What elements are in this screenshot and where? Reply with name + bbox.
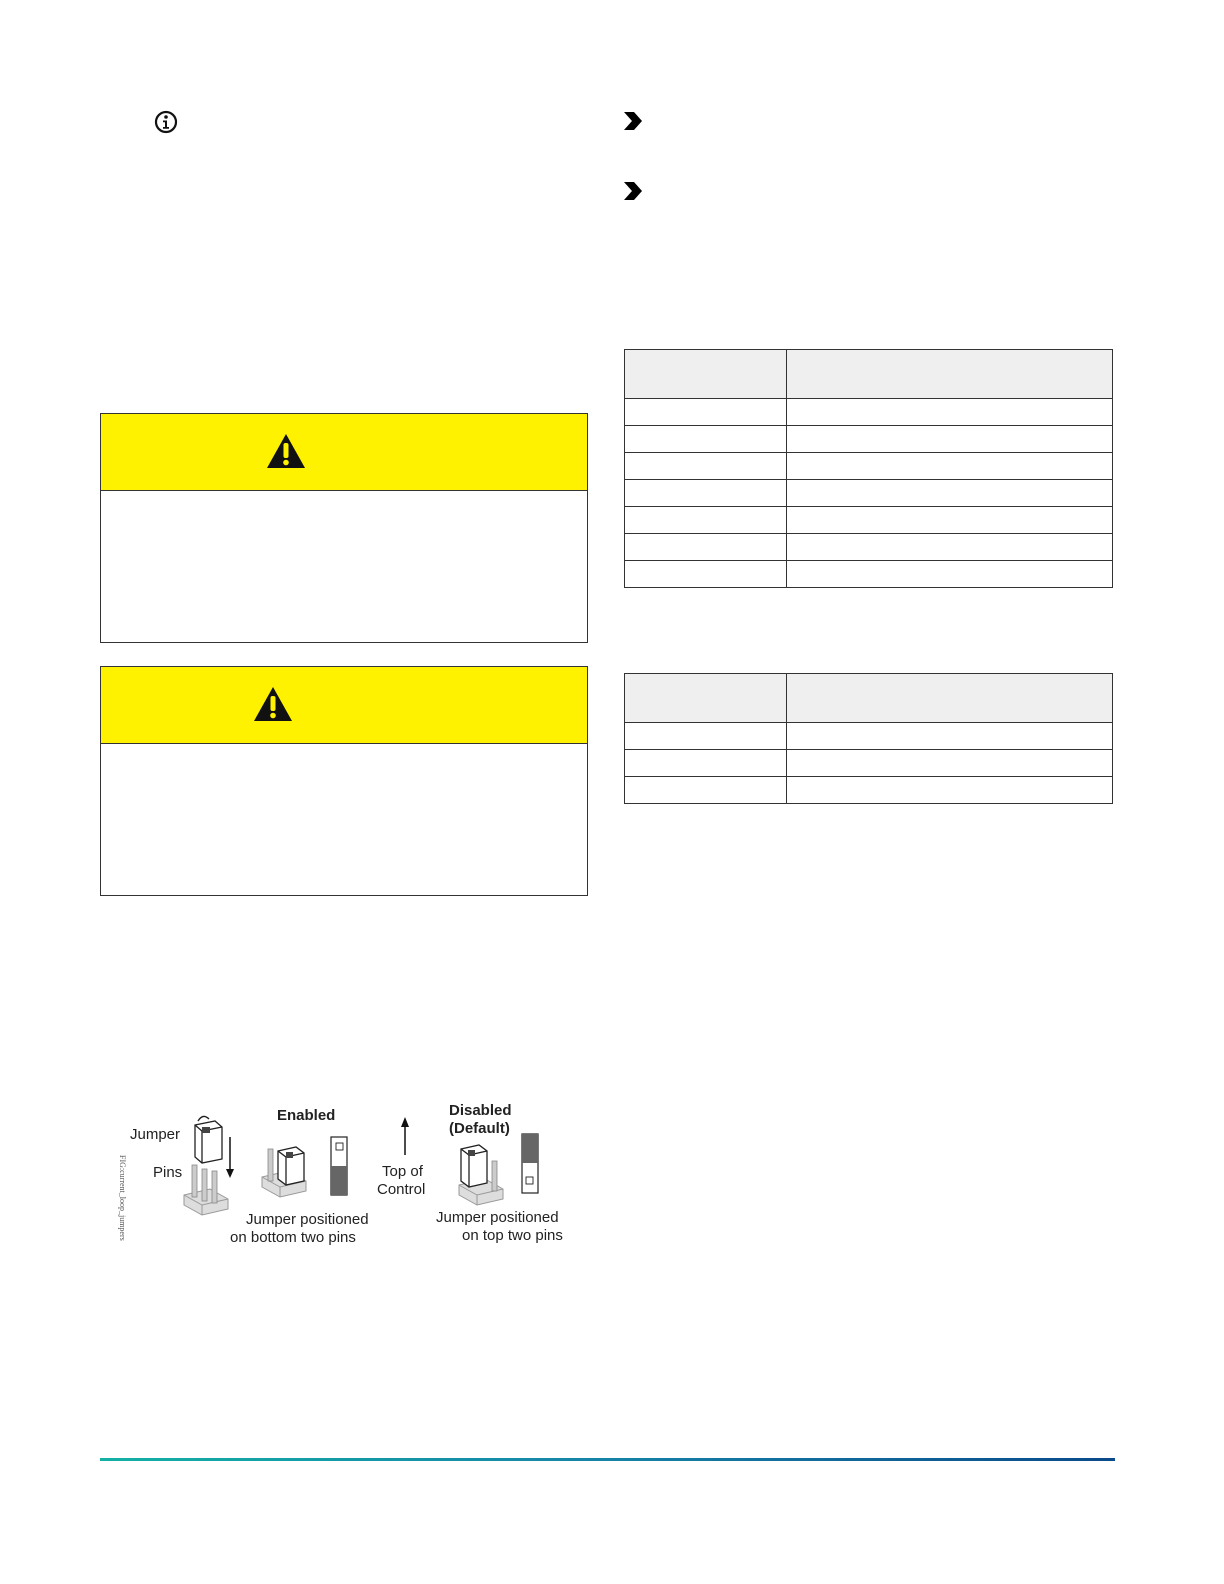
- table-cell: [787, 399, 1113, 426]
- jumper-cap-icon: [195, 1116, 222, 1163]
- enabled-label: Enabled: [277, 1107, 336, 1124]
- arrow-up-icon: [401, 1117, 409, 1127]
- top-of-control-line2: Control: [377, 1181, 426, 1198]
- table-cell: [625, 777, 787, 804]
- disabled-label-line1: Disabled: [449, 1102, 512, 1119]
- table-row: [625, 561, 1113, 588]
- table-cell: [787, 534, 1113, 561]
- table-row: [625, 723, 1113, 750]
- table-cell: [625, 426, 787, 453]
- table-cell: [625, 723, 787, 750]
- top-of-control-line1: Top of: [382, 1163, 423, 1180]
- table-cell: [787, 480, 1113, 507]
- warning-triangle-icon: [252, 685, 294, 723]
- table-header-cell: [625, 674, 787, 723]
- table-cell: [787, 777, 1113, 804]
- warning-header: [101, 414, 587, 491]
- table-row: [625, 480, 1113, 507]
- table-cell: [625, 399, 787, 426]
- table-row: [625, 750, 1113, 777]
- disabled-caption-line1: Jumper positioned: [436, 1209, 559, 1226]
- disabled-position-indicator: [522, 1134, 538, 1193]
- enabled-position-indicator: [331, 1137, 347, 1195]
- warning-box: [100, 413, 588, 643]
- table-row: [625, 426, 1113, 453]
- table-row: [625, 399, 1113, 426]
- table-cell: [787, 453, 1113, 480]
- enabled-caption-line1: Jumper positioned: [246, 1211, 369, 1228]
- table-header-cell: [787, 350, 1113, 399]
- info-circle-icon: [154, 110, 178, 134]
- table-cell: [625, 534, 787, 561]
- footer-rule: [100, 1458, 1115, 1461]
- table-cell: [625, 750, 787, 777]
- jumper-disabled-icon: [459, 1145, 503, 1205]
- table-row: [625, 534, 1113, 561]
- chevron-right-icon: [622, 111, 644, 131]
- disabled-label-line2: (Default): [449, 1120, 510, 1137]
- table-header-cell: [625, 350, 787, 399]
- pins-icon: [184, 1165, 228, 1215]
- jumper-label: Jumper: [130, 1126, 181, 1143]
- jumper-enabled-icon: [262, 1147, 306, 1197]
- table-cell: [787, 750, 1113, 777]
- table-cell: [787, 426, 1113, 453]
- figure-tag: FIG:current_loop_jumpers: [118, 1155, 127, 1241]
- table-row: [625, 453, 1113, 480]
- jumper-figure: [112, 1095, 584, 1255]
- table-cell: [625, 507, 787, 534]
- table-header-row: [625, 350, 1113, 399]
- table-cell: [625, 453, 787, 480]
- pins-label: Pins: [153, 1164, 183, 1181]
- table-cell: [787, 507, 1113, 534]
- table-cell: [787, 561, 1113, 588]
- disabled-caption-line2: on top two pins: [462, 1227, 563, 1244]
- table-header-cell: [787, 674, 1113, 723]
- table-cell: [625, 480, 787, 507]
- table-cell: [625, 561, 787, 588]
- warning-box: [100, 666, 588, 896]
- chevron-right-icon: [622, 181, 644, 201]
- table-cell: [787, 723, 1113, 750]
- table-row: [625, 507, 1113, 534]
- table-2: [624, 673, 1113, 804]
- warning-header: [101, 667, 587, 744]
- table-row: [625, 777, 1113, 804]
- warning-triangle-icon: [265, 432, 307, 470]
- table-1: [624, 349, 1113, 588]
- enabled-caption-line2: on bottom two pins: [230, 1229, 356, 1246]
- table-header-row: [625, 674, 1113, 723]
